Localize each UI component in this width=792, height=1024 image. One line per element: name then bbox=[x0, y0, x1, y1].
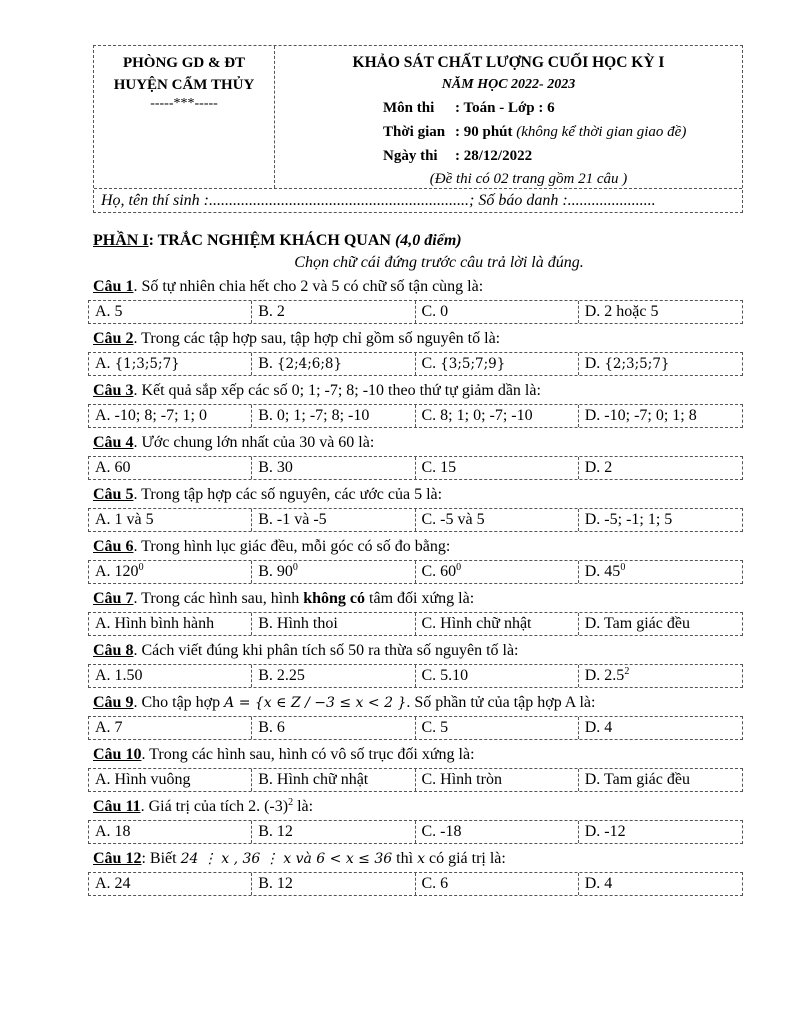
answer-option-b[interactable] bbox=[252, 457, 415, 479]
option-text: C. 5.10 bbox=[421, 667, 469, 684]
exam-content bbox=[93, 222, 745, 900]
part-title bbox=[93, 230, 745, 252]
answer-option-a[interactable] bbox=[89, 821, 252, 843]
question-text-after: tâm đối xứng là: bbox=[365, 590, 475, 607]
question-label: Câu 9 bbox=[93, 694, 134, 711]
question-text-end: có giá trị là: bbox=[424, 850, 506, 867]
option-text: A. 60 bbox=[95, 459, 131, 476]
option-text: A. Hình bình hành bbox=[95, 615, 215, 632]
answer-option-c[interactable] bbox=[416, 509, 579, 531]
answer-option-d[interactable] bbox=[579, 717, 742, 739]
answer-option-c[interactable] bbox=[416, 873, 579, 895]
question-text-after: . Số phần tử của tập hợp A là: bbox=[406, 694, 596, 711]
answer-option-a[interactable] bbox=[89, 353, 252, 375]
time-note: (không kể thời gian giao đề) bbox=[516, 124, 687, 140]
question-stem bbox=[93, 796, 745, 818]
time-label: Thời gian bbox=[383, 124, 446, 140]
option-text: C. 5 bbox=[421, 719, 449, 736]
answer-options bbox=[88, 456, 743, 480]
subject-label: Môn thi bbox=[383, 100, 435, 116]
question-stem bbox=[93, 276, 745, 298]
answer-option-d[interactable] bbox=[579, 665, 742, 687]
answer-option-c[interactable] bbox=[416, 301, 579, 323]
answer-option-c[interactable] bbox=[416, 353, 579, 375]
answer-option-a[interactable] bbox=[89, 457, 252, 479]
part-instruction: Chọn chữ cái đứng trước câu trả lời là đúng. bbox=[294, 254, 584, 271]
option-letter: C. bbox=[421, 355, 441, 372]
answer-option-d[interactable] bbox=[579, 301, 742, 323]
option-text: D. -5; -1; 1; 5 bbox=[584, 511, 673, 528]
answer-option-a[interactable] bbox=[89, 665, 252, 687]
answer-option-b[interactable] bbox=[252, 353, 415, 375]
question-stem bbox=[93, 848, 745, 870]
answer-options bbox=[88, 508, 743, 532]
question-stem bbox=[93, 536, 745, 558]
question-text-after: thì bbox=[392, 850, 418, 867]
answer-option-d[interactable] bbox=[579, 457, 742, 479]
option-text: D. 2 hoặc 5 bbox=[584, 303, 659, 320]
question-text: . Cho tập hợp bbox=[133, 694, 225, 711]
question-text: . Trong tập hợp các số nguyên, các ước của 5 là: bbox=[133, 486, 443, 503]
option-degree: 0 bbox=[456, 562, 462, 573]
answer-options bbox=[88, 560, 743, 584]
option-letter: D. bbox=[584, 355, 605, 372]
answer-option-b[interactable] bbox=[252, 665, 415, 687]
option-text: B. 6 bbox=[258, 719, 285, 736]
part-title-text: : TRẮC NGHIỆM KHÁCH QUAN bbox=[148, 232, 391, 249]
answer-options bbox=[88, 768, 743, 792]
answer-options bbox=[88, 664, 743, 688]
answer-option-d[interactable] bbox=[579, 821, 742, 843]
option-text: B. 30 bbox=[258, 459, 293, 476]
time-value: : 90 phút bbox=[455, 124, 513, 140]
exam-header bbox=[93, 45, 743, 213]
question-text: . Trong các tập hợp sau, tập hợp chỉ gồm số nguyên tố là: bbox=[133, 330, 501, 347]
option-text: A. 5 bbox=[95, 303, 123, 320]
option-text: B. 2.25 bbox=[258, 667, 305, 684]
school-year: NĂM HỌC 2022- 2023 bbox=[441, 77, 576, 92]
question-emphasis: không có bbox=[303, 590, 366, 607]
question-stem bbox=[93, 588, 745, 610]
option-text: C. 8; 1; 0; -7; -10 bbox=[421, 407, 533, 424]
question-text: . Ước chung lớn nhất của 30 và 60 là: bbox=[133, 434, 375, 451]
stars-divider: -----***----- bbox=[150, 96, 218, 111]
question-label: Câu 4 bbox=[93, 434, 134, 451]
question-exponent: 2 bbox=[288, 797, 294, 808]
question-text: . Kết quả sắp xếp các số 0; 1; -7; 8; -10 theo thứ tự giảm dần là: bbox=[133, 382, 541, 399]
option-text: C. -5 và 5 bbox=[421, 511, 485, 528]
question-stem bbox=[93, 484, 745, 506]
header-exam-info bbox=[275, 46, 742, 188]
answer-options bbox=[88, 300, 743, 324]
answer-option-d[interactable] bbox=[579, 873, 742, 895]
option-text: D. 2 bbox=[584, 459, 613, 476]
option-text: C. 6 bbox=[421, 875, 449, 892]
question-text: . Số tự nhiên chia hết cho 2 và 5 có chữ số tận cùng là: bbox=[133, 278, 484, 295]
option-degree: 0 bbox=[620, 562, 626, 573]
question-text: . Trong hình lục giác đều, mỗi góc có số đo bằng: bbox=[133, 538, 451, 555]
option-text: C. 15 bbox=[421, 459, 457, 476]
option-text: D. Tam giác đều bbox=[584, 771, 690, 788]
option-letter: A. bbox=[95, 355, 115, 372]
option-text: D. -10; -7; 0; 1; 8 bbox=[584, 407, 697, 424]
answer-options bbox=[88, 820, 743, 844]
pages-note: (Đề thi có 02 trang gồm 21 câu ) bbox=[429, 171, 628, 187]
date-label: Ngày thi bbox=[383, 148, 438, 164]
option-set: {2;3;5;7} bbox=[604, 356, 670, 372]
option-text: C. -18 bbox=[421, 823, 462, 840]
answer-option-a[interactable] bbox=[89, 769, 252, 791]
option-text: D. -12 bbox=[584, 823, 626, 840]
option-text: B. Hình chữ nhật bbox=[258, 771, 369, 788]
question-list bbox=[93, 276, 745, 896]
answer-option-a[interactable] bbox=[89, 717, 252, 739]
option-text: C. 0 bbox=[421, 303, 449, 320]
option-text: A. 18 bbox=[95, 823, 131, 840]
answer-options bbox=[88, 404, 743, 428]
option-text: B. 12 bbox=[258, 823, 293, 840]
question-text: . Giá trị của tích 2. (-3) bbox=[140, 798, 289, 815]
question-text-after: là: bbox=[293, 798, 314, 815]
question-label: Câu 5 bbox=[93, 486, 134, 503]
question-text: : Biết bbox=[141, 850, 181, 867]
question-stem bbox=[93, 432, 745, 454]
question-text: . Trong các hình sau, hình bbox=[133, 590, 304, 607]
option-text: B. 0; 1; -7; 8; -10 bbox=[258, 407, 370, 424]
answer-option-a[interactable] bbox=[89, 509, 252, 531]
answer-option-c[interactable] bbox=[416, 665, 579, 687]
option-text: C. 60 bbox=[421, 563, 457, 580]
answer-options bbox=[88, 872, 743, 896]
option-degree: 0 bbox=[292, 562, 298, 573]
answer-option-b[interactable] bbox=[252, 821, 415, 843]
option-text: A. Hình vuông bbox=[95, 771, 191, 788]
option-text: D. Tam giác đều bbox=[584, 615, 690, 632]
answer-option-c[interactable] bbox=[416, 613, 579, 635]
answer-option-b[interactable] bbox=[252, 873, 415, 895]
answer-option-c[interactable] bbox=[416, 457, 579, 479]
option-text: B. 2 bbox=[258, 303, 285, 320]
answer-option-d[interactable] bbox=[579, 769, 742, 791]
option-set: {3;5;7;9} bbox=[440, 356, 506, 372]
answer-option-d[interactable] bbox=[579, 613, 742, 635]
question-stem bbox=[93, 692, 745, 714]
date-value: : 28/12/2022 bbox=[455, 148, 533, 164]
answer-option-c[interactable] bbox=[416, 561, 579, 583]
question-label: Câu 6 bbox=[93, 538, 134, 555]
answer-options bbox=[88, 352, 743, 376]
exam-title: KHẢO SÁT CHẤT LƯỢNG CUỐI HỌC KỲ I bbox=[352, 54, 665, 71]
answer-options bbox=[88, 716, 743, 740]
answer-option-c[interactable] bbox=[416, 717, 579, 739]
option-text: B. -1 và -5 bbox=[258, 511, 327, 528]
option-text: B. Hình thoi bbox=[258, 615, 338, 632]
subject-value: : Toán - Lớp : 6 bbox=[455, 100, 555, 116]
question-label: Câu 10 bbox=[93, 746, 142, 763]
option-text: D. 45 bbox=[584, 563, 621, 580]
question-label: Câu 11 bbox=[93, 798, 141, 815]
question-label: Câu 12 bbox=[93, 850, 142, 867]
option-exponent: 2 bbox=[624, 666, 630, 677]
answer-option-a[interactable] bbox=[89, 873, 252, 895]
answer-option-b[interactable] bbox=[252, 613, 415, 635]
option-text: A. 1.50 bbox=[95, 667, 143, 684]
candidate-info-line: Họ, tên thí sinh :.................................................................; Số báo danh :...................... bbox=[94, 188, 742, 212]
question-math-var: x bbox=[417, 851, 425, 867]
answer-option-b[interactable] bbox=[252, 405, 415, 427]
answer-option-b[interactable] bbox=[252, 301, 415, 323]
option-text: B. 90 bbox=[258, 563, 293, 580]
question-math: A = {x ∈ Z / −3 ≤ x < 2 } bbox=[224, 695, 407, 711]
office-name: PHÒNG GD & ĐT bbox=[122, 55, 246, 71]
answer-option-b[interactable] bbox=[252, 561, 415, 583]
option-text: D. 4 bbox=[584, 875, 613, 892]
question-stem bbox=[93, 328, 745, 350]
answer-option-c[interactable] bbox=[416, 405, 579, 427]
part-points: (4,0 điểm) bbox=[394, 232, 462, 249]
option-set: {2;4;6;8} bbox=[276, 356, 343, 372]
question-label: Câu 7 bbox=[93, 590, 134, 607]
date-row bbox=[383, 144, 742, 168]
answer-option-d[interactable] bbox=[579, 405, 742, 427]
subject-row bbox=[383, 96, 742, 120]
answer-option-d[interactable] bbox=[579, 509, 742, 531]
option-text: D. 4 bbox=[584, 719, 613, 736]
answer-option-a[interactable] bbox=[89, 561, 252, 583]
answer-option-b[interactable] bbox=[252, 717, 415, 739]
option-text: A. 1 và 5 bbox=[95, 511, 154, 528]
answer-option-a[interactable] bbox=[89, 613, 252, 635]
option-text: C. Hình tròn bbox=[421, 771, 502, 788]
question-text: . Trong các hình sau, hình có vô số trục đối xứng là: bbox=[141, 746, 475, 763]
option-letter: B. bbox=[258, 355, 277, 372]
answer-option-b[interactable] bbox=[252, 509, 415, 531]
option-set: {1;3;5;7} bbox=[114, 356, 180, 372]
option-text: D. 2.5 bbox=[584, 667, 625, 684]
option-text: A. 24 bbox=[95, 875, 131, 892]
answer-option-c[interactable] bbox=[416, 821, 579, 843]
question-math: 24 ⋮ x , 36 ⋮ x và 6 < x ≤ 36 bbox=[180, 851, 393, 867]
question-label: Câu 1 bbox=[93, 278, 134, 295]
question-text: . Cách viết đúng khi phân tích số 50 ra thừa số nguyên tố là: bbox=[133, 642, 519, 659]
answer-option-c[interactable] bbox=[416, 769, 579, 791]
answer-option-a[interactable] bbox=[89, 301, 252, 323]
option-text: A. 7 bbox=[95, 719, 123, 736]
option-text: C. Hình chữ nhật bbox=[421, 615, 532, 632]
option-degree: 0 bbox=[138, 562, 144, 573]
answer-option-b[interactable] bbox=[252, 769, 415, 791]
header-office-block bbox=[94, 46, 275, 188]
answer-option-a[interactable] bbox=[89, 405, 252, 427]
district-name: HUYỆN CẨM THỦY bbox=[113, 77, 255, 93]
part-title-prefix: PHẦN I bbox=[93, 232, 149, 249]
question-stem bbox=[93, 640, 745, 662]
question-stem bbox=[93, 380, 745, 402]
question-label: Câu 2 bbox=[93, 330, 134, 347]
question-label: Câu 8 bbox=[93, 642, 134, 659]
option-text: B. 12 bbox=[258, 875, 293, 892]
question-stem bbox=[93, 744, 745, 766]
question-label: Câu 3 bbox=[93, 382, 134, 399]
answer-option-d[interactable] bbox=[579, 561, 742, 583]
time-row bbox=[383, 120, 742, 144]
option-text: A. 120 bbox=[95, 563, 139, 580]
answer-options bbox=[88, 612, 743, 636]
option-text: A. -10; 8; -7; 1; 0 bbox=[95, 407, 207, 424]
answer-option-d[interactable] bbox=[579, 353, 742, 375]
